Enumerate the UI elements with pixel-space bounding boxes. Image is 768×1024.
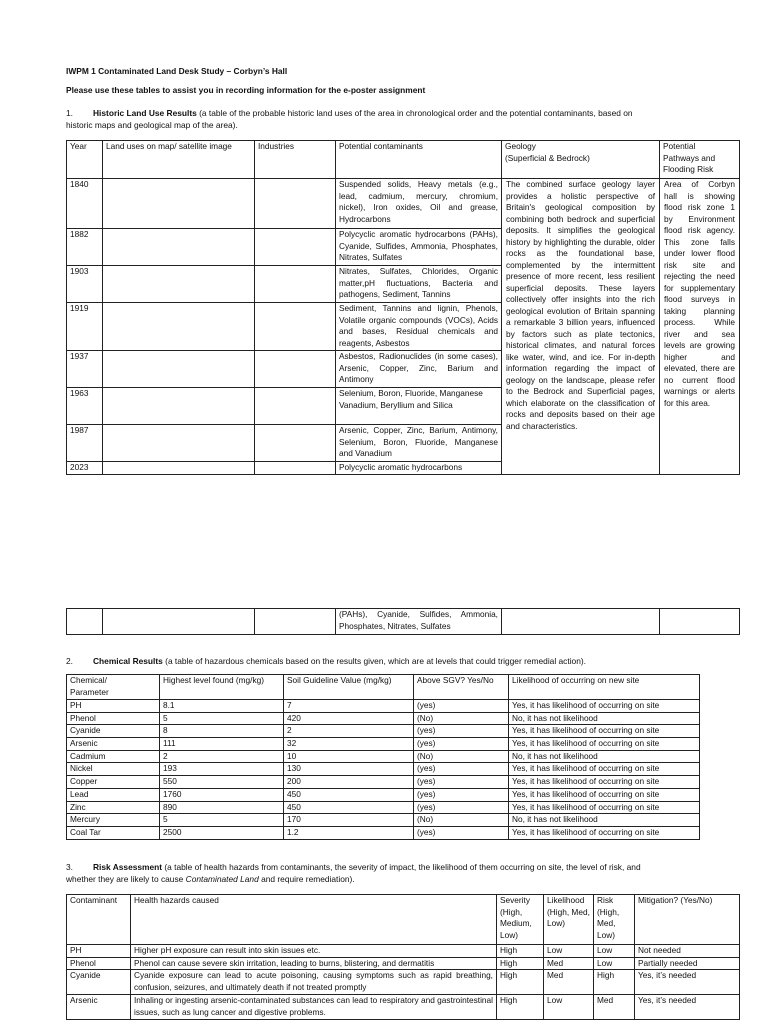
chemical-high-cell: 2500 <box>160 826 284 839</box>
header-industries: Industries <box>255 141 336 179</box>
chemical-high-cell: 8 <box>160 725 284 738</box>
header-sgv: Soil Guideline Value (mg/kg) <box>284 675 414 700</box>
chemical-chem-cell: Zinc <box>67 801 160 814</box>
table-row <box>67 788 700 801</box>
chemical-sgv-cell: 420 <box>284 712 414 725</box>
chemical-high-cell: 2 <box>160 750 284 763</box>
chemical-sgv-cell: 32 <box>284 738 414 751</box>
chemical-like-cell: Yes, it has likelihood of occurring on site <box>509 788 700 801</box>
chemical-like-cell: Yes, it has likelihood of occurring on site <box>509 700 700 713</box>
chemical-above-cell: (yes) <box>414 826 509 839</box>
chemical-rows <box>67 700 700 840</box>
chemical-chem-cell: Mercury <box>67 814 160 827</box>
table-header-row <box>67 141 740 179</box>
header-highest-level: Highest level found (mg/kg) <box>160 675 284 700</box>
chemical-like-cell: Yes, it has likelihood of occurring on site <box>509 738 700 751</box>
historic-land-use-table <box>66 140 740 475</box>
table-row: Phenol Phenol can cause severe skin irritation, leading to burns, blistering, and dermatitis High Med Low Partially needed <box>67 957 740 970</box>
table-row <box>67 763 700 776</box>
table-row <box>67 750 700 763</box>
header-contaminants: Potential contaminants <box>336 141 502 179</box>
chemical-chem-cell: Cyanide <box>67 725 160 738</box>
instruction-text: Please use these tables to assist you in recording information for the e-poster assignment <box>66 85 426 95</box>
chemical-above-cell: (No) <box>414 814 509 827</box>
chemical-above-cell: (yes) <box>414 788 509 801</box>
chemical-sgv-cell: 170 <box>284 814 414 827</box>
chemical-above-cell: (yes) <box>414 763 509 776</box>
header-chemical: Chemical/ Parameter <box>67 675 160 700</box>
chemical-results-table <box>66 674 700 840</box>
table-row: (PAHs), Cyanide, Sulfides, Ammonia, Phosphates, Nitrates, Sulfates <box>67 609 740 635</box>
chemical-sgv-cell: 10 <box>284 750 414 763</box>
chemical-chem-cell: Copper <box>67 776 160 789</box>
table-row: 2023 Polycyclic aromatic hydrocarbons <box>67 462 740 475</box>
chemical-like-cell: No, it has not likelihood <box>509 750 700 763</box>
chemical-sgv-cell: 7 <box>284 700 414 713</box>
table-row <box>67 814 700 827</box>
table-row: 1919 Sediment, Tannins and lignin, Phenols, Volatile organic compounds (VOCs), Acids and bases, Residual chemicals and reagents, Asbestos <box>67 303 740 351</box>
chemical-sgv-cell: 2 <box>284 725 414 738</box>
table-row: 1987 Arsenic, Copper, Zinc, Barium, Antimony, Selenium, Boron, Fluoride, Manganese and Vanadium <box>67 425 740 462</box>
table-row: 1840 Suspended solids, Heavy metals (e.g., lead, cadmium, mercury, chromium, nickel), Iron oxides, Oil and grease, Hydrocarbons The combined surface geology layer provides a holistic perspective of Britain's geological composition by combining both bedrock and superficial deposits. It simplifies the geological history by highlighting the durable, older rocks as the foundational base, complemented by the intermittent presence of more recent, less resilient superficial deposits. These layers collectively offer insights into the rich geological evolution of Britain spanning a remarkable 3 billion years, influenced by factors such as plate tectonics, historical climates, and natural forces like water, wind, and ice. For in-depth information regarding the impact of geology on the landscape, please refer to the Bedrock and Superficial pages, which elaborate on the classification of rocks and deposits based on their age and characteristics. Area of Corbyn hall is showing flood risk zone 1 by Environment flood risk agency. This zone falls under lower flood risk site and rejecting the need for supplementary flood surveys in taking planning process. While river and sea levels are growing higher and elevated, there are no current flood warnings or alerts for this area. <box>67 179 740 229</box>
chemical-high-cell: 550 <box>160 776 284 789</box>
chemical-chem-cell: Nickel <box>67 763 160 776</box>
section1-desc: historic maps and geological map of the area). <box>66 120 238 130</box>
header-likelihood: Likelihood of occurring on new site <box>509 675 700 700</box>
chemical-above-cell: (No) <box>414 750 509 763</box>
chemical-sgv-cell: 450 <box>284 801 414 814</box>
header-pathways: Potential Pathways and Flooding Risk <box>660 141 740 179</box>
table-row <box>67 801 700 814</box>
chemical-above-cell: (yes) <box>414 738 509 751</box>
table-row: 1963 Selenium, Boron, Fluoride, Manganese Vanadium, Beryllium and Silica <box>67 388 740 425</box>
chemical-high-cell: 890 <box>160 801 284 814</box>
geology-text: The combined surface geology layer provides a holistic perspective of Britain's geological composition by combining both bedrock and superficial deposits. It simplifies the geological history by highlighting the durable, older rocks as the foundational base, complemented by the intermittent presence of more recent, less resilient superficial deposits. These layers collectively offer insights into the rich geological evolution of Britain spanning a remarkable 3 billion years, influenced by factors such as plate tectonics, historical climates, and natural forces like water, wind, and ice. For in-depth information regarding the impact of geology on the landscape, please refer to the Bedrock and Superficial pages, which elaborate on the classification of rocks and deposits based on their age and characteristics. <box>502 179 660 475</box>
risk-assessment-table <box>66 894 740 1020</box>
pathways-text: Area of Corbyn hall is showing flood risk zone 1 by Environment flood risk agency. This zone falls under lower flood risk site and rejecting the need for supplementary flood surveys in taking planning process. While river and sea levels are growing higher and elevated, there are no current flood warnings or alerts for this area. <box>660 179 740 475</box>
chemical-high-cell: 111 <box>160 738 284 751</box>
chemical-chem-cell: Arsenic <box>67 738 160 751</box>
header-above-sgv: Above SGV? Yes/No <box>414 675 509 700</box>
section3-heading: 3. Risk Assessment (a table of health hazards from contaminants, the severity of impact, the likelihood of them occurring on site, the level of risk, and <box>66 862 641 872</box>
chemical-like-cell: Yes, it has likelihood of occurring on site <box>509 776 700 789</box>
header-contaminant: Contaminant <box>67 895 131 945</box>
section2-heading: 2. Chemical Results (a table of hazardous chemicals based on the results given, which are at levels that could trigger remedial action). <box>66 656 586 666</box>
chemical-chem-cell: Cadmium <box>67 750 160 763</box>
table-row <box>67 776 700 789</box>
chemical-like-cell: No, it has not likelihood <box>509 712 700 725</box>
chemical-sgv-cell: 450 <box>284 788 414 801</box>
table-row: 1937 Asbestos, Radionuclides (in some cases), Arsenic, Copper, Zinc, Barium and Antimony <box>67 351 740 388</box>
table-row <box>67 700 700 713</box>
chemical-high-cell: 5 <box>160 712 284 725</box>
table-row <box>67 725 700 738</box>
chemical-above-cell: (No) <box>414 712 509 725</box>
table-row <box>67 712 700 725</box>
chemical-above-cell: (yes) <box>414 776 509 789</box>
chemical-above-cell: (yes) <box>414 801 509 814</box>
chemical-chem-cell: Phenol <box>67 712 160 725</box>
chemical-like-cell: Yes, it has likelihood of occurring on site <box>509 763 700 776</box>
header-health-hazards: Health hazards caused <box>131 895 497 945</box>
table-row: 1882 Polycyclic aromatic hydrocarbons (PAHs), Cyanide, Sulfides, Ammonia, Phosphates, Nitrates, Sulfates <box>67 229 740 266</box>
header-land-uses: Land uses on map/ satellite image <box>103 141 255 179</box>
chemical-like-cell: Yes, it has likelihood of occurring on site <box>509 801 700 814</box>
table-row: Arsenic Inhaling or ingesting arsenic-contaminated substances can lead to respiratory and gastrointestinal issues, such as lung cancer and digestive problems. High Low Med Yes, it’s needed <box>67 995 740 1020</box>
table-row: PH Higher pH exposure can result into skin issues etc. High Low Low Not needed <box>67 945 740 958</box>
section1-heading: 1. Historic Land Use Results (a table of the probable historic land uses of the area in chronological order and the potential contaminants, based on <box>66 108 633 118</box>
document-title: IWPM 1 Contaminated Land Desk Study – Corbyn’s Hall <box>66 66 288 76</box>
chemical-like-cell: No, it has not likelihood <box>509 814 700 827</box>
chemical-above-cell: (yes) <box>414 725 509 738</box>
header-geology: Geology (Superficial & Bedrock) <box>502 141 660 179</box>
section3-desc: whether they are likely to cause Contaminated Land and require remediation). <box>66 874 355 884</box>
chemical-like-cell: Yes, it has likelihood of occurring on site <box>509 725 700 738</box>
chemical-like-cell: Yes, it has likelihood of occurring on site <box>509 826 700 839</box>
chemical-sgv-cell: 200 <box>284 776 414 789</box>
header-year: Year <box>67 141 103 179</box>
chemical-high-cell: 193 <box>160 763 284 776</box>
header-risk: Risk (High, Med, Low) <box>594 895 635 945</box>
chemical-high-cell: 8.1 <box>160 700 284 713</box>
chemical-chem-cell: Coal Tar <box>67 826 160 839</box>
table-row <box>67 826 700 839</box>
chemical-chem-cell: PH <box>67 700 160 713</box>
table-header-row <box>67 675 700 700</box>
chemical-high-cell: 5 <box>160 814 284 827</box>
historic-land-use-table-continued <box>66 608 740 635</box>
chemical-above-cell: (yes) <box>414 700 509 713</box>
table-row: 1903 Nitrates, Sulfates, Chlorides, Organic matter,pH fluctuations, Bacteria and pathogens, Sediment, Tannins <box>67 266 740 303</box>
header-mitigation: Mitigation? (Yes/No) <box>635 895 740 945</box>
chemical-sgv-cell: 1.2 <box>284 826 414 839</box>
header-severity: Severity (High, Medium, Low) <box>497 895 544 945</box>
header-likelihood: Likelihood (High, Med, Low) <box>544 895 594 945</box>
table-row: Cyanide Cyanide exposure can lead to acute poisoning, causing symptoms such as rapid breathing, confusion, seizures, and ultimately death if not treated promptly High Med High Yes, it’s needed <box>67 970 740 995</box>
table-row <box>67 738 700 751</box>
chemical-chem-cell: Lead <box>67 788 160 801</box>
chemical-high-cell: 1760 <box>160 788 284 801</box>
table-header-row <box>67 895 740 945</box>
chemical-sgv-cell: 130 <box>284 763 414 776</box>
